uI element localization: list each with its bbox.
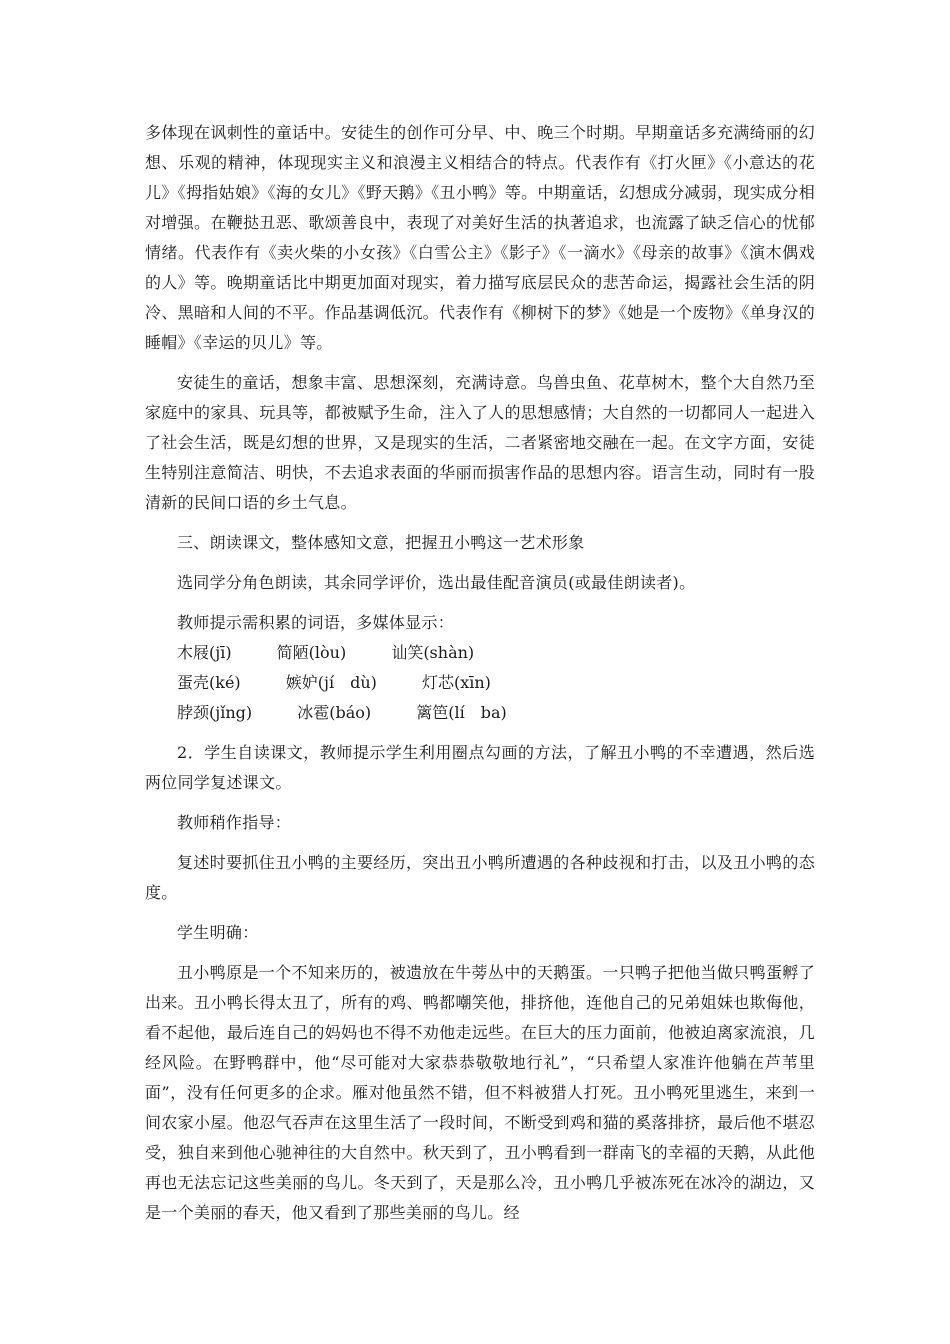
paragraph-andersen-style: 安徒生的童话，想象丰富、思想深刻，充满诗意。鸟兽虫鱼、花草树木，整个大自然乃至家庭中的家具、玩具等，都被赋予生命，注入了人的思想感情；大自然的一切都同人一起进入了社会生活，既是幻想的世界，又是现实的生活，二者紧密地交融在一起。在文字方面，安徒生特别注意简洁、明快，不去追求表面的华丽而损害作品的思想内容。语言生动，同时有一股清新的民间口语的乡土气息。	[145, 373, 815, 512]
vocab-item: 蛋壳(ké)	[177, 673, 241, 692]
vocab-item: 简陋(lòu)	[276, 643, 347, 662]
vocab-item: 篱笆(lí ba)	[416, 703, 507, 722]
paragraph-role-reading: 选同学分角色朗读，其余同学评价，选出最佳配音演员(或最佳朗读者)。	[177, 573, 696, 592]
paragraph-story-summary: 丑小鸭原是一个不知来历的，被遗放在牛蒡丛中的天鹅蛋。一只鸭子把他当做只鸭蛋孵了出来。丑小鸭长得太丑了，所有的鸡、鸭都嘲笑他，排挤他，连他自己的兄弟姐妹也欺侮他，看不起他，最后连自己的妈妈也不得不劝他走远些。在巨大的压力面前，他被迫离家流浪，几经风险。在野鸭群中，他“尽可能对大家恭恭敬敬地行礼”，“只希望人家准许他躺在芦苇里面”，没有任何更多的企求。雁对他虽然不错，但不料被猎人打死。丑小鸭死里逃生，来到一间农家小屋。他忍气吞声在这里生活了一段时间，不断受到鸡和猫的奚落排挤，最后他不堪忍受，独自来到他心驰神往的大自然中。秋天到了，丑小鸭看到一群南飞的幸福的天鹅，从此他再也无法忘记这些美丽的鸟儿。冬天到了，天是那么冷，丑小鸭几乎被冻死在冰冷的湖边，又是一个美丽的春天，他又看到了那些美丽的鸟儿。经	[145, 963, 815, 1222]
paragraph-vocab-intro: 教师提示需积累的词语，多媒体显示：	[177, 613, 455, 632]
vocab-item: 嫉妒(jí dù)	[285, 673, 377, 692]
paragraph-student-clear: 学生明确：	[177, 923, 259, 942]
document-body	[145, 118, 815, 1228]
paragraph-andersen-periods: 多体现在讽刺性的童话中。安徒生的创作可分早、中、晚三个时期。早期童话多充满绮丽的幻想、乐观的精神，体现现实主义和浪漫主义相结合的特点。代表作有《打火匣》《小意达的花儿》《拇指姑娘》《海的女儿》《野天鹅》《丑小鸭》等。中期童话，幻想成分减弱，现实成分相对增强。在鞭挞丑恶、歌颂善良中，表现了对美好生活的执著追求，也流露了缺乏信心的忧郁情绪。代表作有《卖火柴的小女孩》《白雪公主》《影子》《一滴水》《母亲的故事》《演木偶戏的人》等。晚期童话比中期更加面对现实，着力描写底层民众的悲苦命运，揭露社会生活的阴冷、黑暗和人间的不平。作品基调低沉。代表作有《柳树下的梦》《她是一个废物》《单身汉的睡帽》《幸运的贝儿》等。	[145, 123, 815, 352]
vocab-row-3	[145, 698, 815, 728]
vocab-item: 脖颈(jǐng)	[177, 703, 253, 722]
paragraph-self-reading: 2．学生自读课文，教师提示学生利用圈点勾画的方法，了解丑小鸭的不幸遭遇，然后选两位同学复述课文。	[145, 743, 815, 792]
vocab-item: 冰雹(báo)	[297, 703, 372, 722]
vocab-row-1	[145, 638, 815, 668]
vocab-item: 灯芯(xīn)	[421, 673, 491, 692]
paragraph-retell-tips: 复述时要抓住丑小鸭的主要经历，突出丑小鸭所遭遇的各种歧视和打击，以及丑小鸭的态度。	[145, 853, 815, 902]
section-heading-reading: 三、朗读课文，整体感知文意，把握丑小鸭这一艺术形象	[177, 533, 585, 552]
vocab-item: 讪笑(shàn)	[391, 643, 475, 662]
vocab-row-2	[145, 668, 815, 698]
paragraph-teacher-guide: 教师稍作指导：	[177, 813, 292, 832]
vocab-item: 木屐(jī)	[177, 643, 232, 662]
